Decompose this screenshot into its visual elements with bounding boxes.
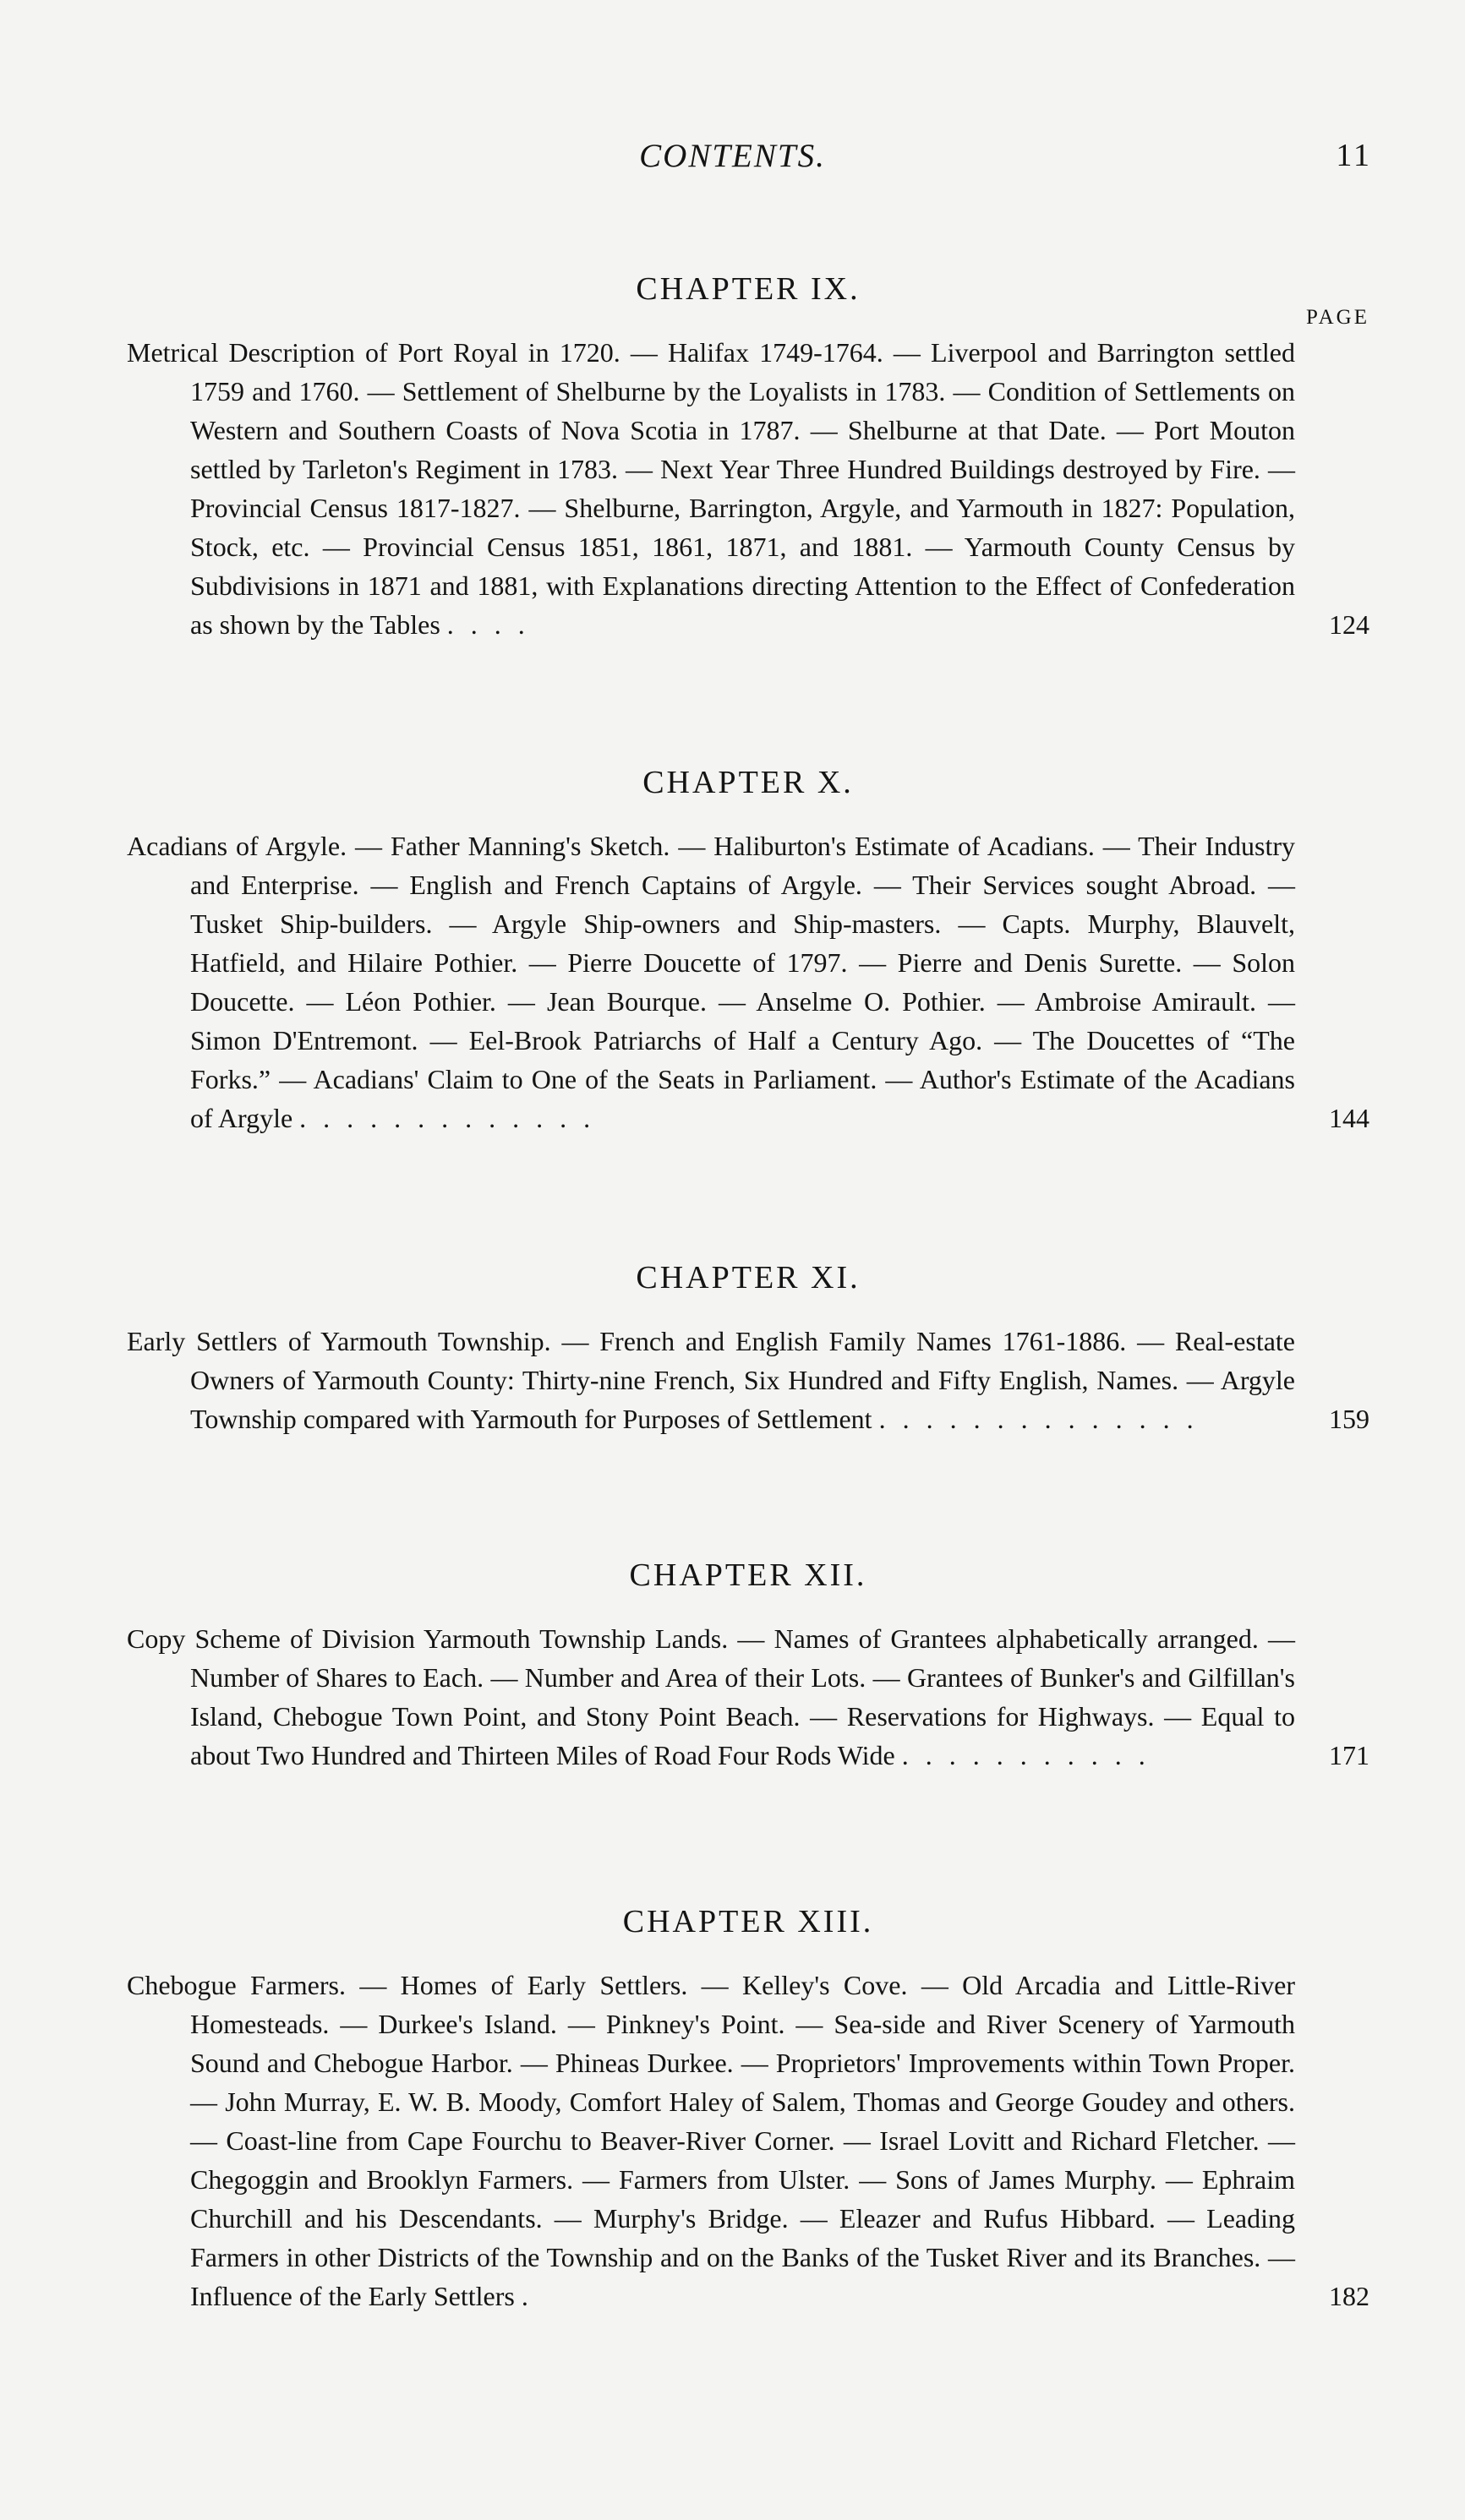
entry-page-number: 159 bbox=[1329, 1404, 1369, 1434]
chapter-summary bbox=[127, 333, 1369, 644]
entry-page-number: 171 bbox=[1329, 1740, 1369, 1770]
chapter-heading: CHAPTER XI. bbox=[636, 1260, 861, 1295]
dot-leader: . . . . . . . . . . . bbox=[901, 1740, 1151, 1770]
dot-leader: . bbox=[521, 2281, 533, 2311]
dot-leader: . . . . . . . . . . . . . bbox=[299, 1103, 596, 1133]
running-head bbox=[0, 137, 1465, 179]
summary-text: Copy Scheme of Division Yarmouth Township Lands. — Names of Grantees alphabetically arranged. — Number of Shares to Each. — Number and Area of their Lots. — Grantees of Bunker's and Gilfillan's Island, Chebogue Town Point, and Stony Point Beach. — Reservations for Highways. — Equal to about Two Hundred and Thirteen Miles of Road Four Rods Wide bbox=[127, 1623, 1295, 1770]
entry-page-number: 124 bbox=[1329, 609, 1369, 640]
chapter-summary bbox=[127, 1322, 1369, 1438]
summary-text: Early Settlers of Yarmouth Township. — French and English Family Names 1761-1886. — Real-estate Owners of Yarmouth County: Thirty-nine French, Six Hundred and Fifty English, Names. — Argyle Township compared with Yarmouth for Purposes of Settlement bbox=[127, 1326, 1295, 1434]
chapter-heading: CHAPTER X. bbox=[642, 765, 854, 800]
summary-text: Acadians of Argyle. — Father Manning's Sketch. — Haliburton's Estimate of Acadians. — Their Industry and Enterprise. — English and French Captains of Argyle. — Their Services sought Abroad. — Tusket Ship-builders. — Argyle Ship-owners and Ship-masters. — Capts. Murphy, Blauvelt, Hatfield, and Hilaire Pothier. — Pierre Doucette of 1797. — Pierre and Denis Surette. — Solon Doucette. — Léon Pothier. — Jean Bourque. — Anselme O. Pothier. — Ambroise Amirault. — Simon D'Entremont. — Eel-Brook Patriarchs of Half a Century Ago. — The Doucettes of “The Forks.” — Acadians' Claim to One of the Seats in Parliament. — Author's Estimate of the Acadians of Argyle bbox=[127, 831, 1295, 1133]
chapter-summary bbox=[127, 1966, 1369, 2315]
chapter-heading: CHAPTER IX. bbox=[636, 271, 861, 307]
dot-leader: . . . . . . . . . . . . . . bbox=[878, 1404, 1199, 1434]
page-number: 11 bbox=[1336, 138, 1372, 173]
page-column-label: PAGE bbox=[1306, 306, 1369, 329]
chapter-summary bbox=[127, 1619, 1369, 1775]
summary-text: Chebogue Farmers. — Homes of Early Settlers. — Kelley's Cove. — Old Arcadia and Little-River Homesteads. — Durkee's Island. — Pinkney's Point. — Sea-side and River Scenery of Yarmouth Sound and Chebogue Harbor. — Phineas Durkee. — Proprietors' Improvements within Town Proper. — John Murray, E. W. B. Moody, Comfort Haley of Salem, Thomas and George Goudey and others. — Coast-line from Cape Fourchu to Beaver-River Corner. — Israel Lovitt and Richard Fletcher. — Chegoggin and Brooklyn Farmers. — Farmers from Ulster. — Sons of James Murphy. — Ephraim Churchill and his Descendants. — Murphy's Bridge. — Eleazer and Rufus Hibbard. — Leading Farmers in other Districts of the Township and on the Banks of the Tusket River and its Branches. — Influence of the Early Settlers bbox=[127, 1970, 1295, 2311]
chapter-ix bbox=[127, 269, 1369, 671]
summary-text: Metrical Description of Port Royal in 1720. — Halifax 1749-1764. — Liverpool and Barrington settled 1759 and 1760. — Settlement of Shelburne by the Loyalists in 1783. — Condition of Settlements on Western and Southern Coasts of Nova Scotia in 1787. — Shelburne at that Date. — Port Mouton settled by Tarleton's Regiment in 1783. — Next Year Three Hundred Buildings destroyed by Fire. — Provincial Census 1817-1827. — Shelburne, Barrington, Argyle, and Yarmouth in 1827: Population, Stock, etc. — Provincial Census 1851, 1861, 1871, and 1881. — Yarmouth County Census by Subdivisions in 1871 and 1881, with Explanations directing Attention to the Effect of Confederation as shown by the Tables bbox=[127, 337, 1295, 640]
chapter-heading: CHAPTER XIII. bbox=[622, 1904, 874, 1939]
chapter-xii bbox=[127, 1555, 1369, 1802]
entry-page-number: 144 bbox=[1329, 1103, 1369, 1133]
dot-leader: . . . . bbox=[446, 609, 530, 640]
entry-page-number: 182 bbox=[1329, 2281, 1369, 2311]
chapter-xi bbox=[127, 1257, 1369, 1465]
chapter-summary bbox=[127, 826, 1369, 1137]
chapter-heading: CHAPTER XII. bbox=[629, 1557, 867, 1593]
running-title: CONTENTS. bbox=[639, 138, 826, 174]
chapter-x bbox=[127, 762, 1369, 1165]
chapter-xiii bbox=[127, 1901, 1369, 2343]
